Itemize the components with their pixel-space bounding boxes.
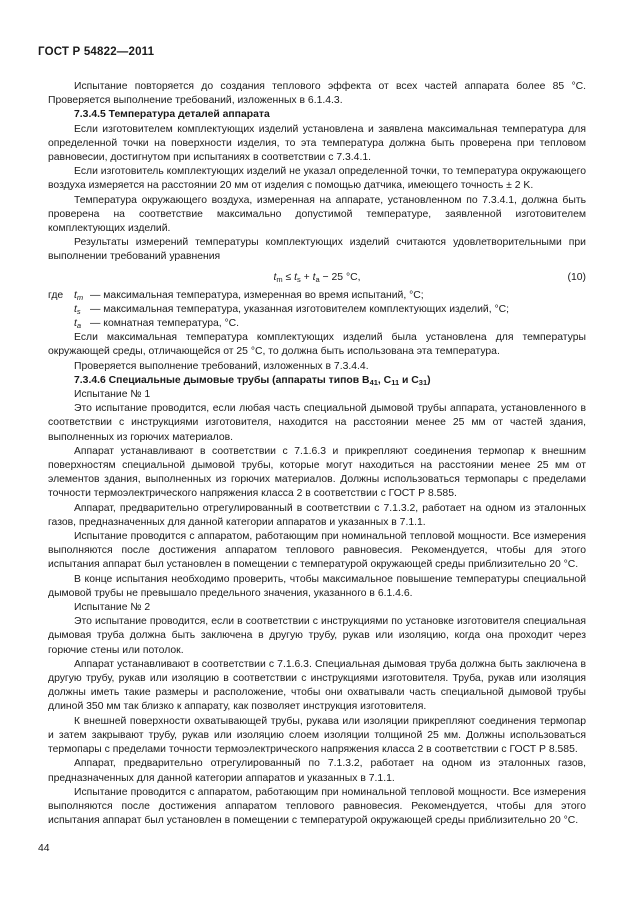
equation-text: $t_m \le t_s + t_a - 25$ °C, (273, 271, 361, 284)
paragraph: Это испытание проводится, если любая часть специальной дымовой трубы аппарата, установленного в соответствии с инструкциями изготовителя, находится на расстоянии менее 25 мм от частей здания, выполненных из горючих материалов. (48, 403, 586, 443)
test-label: Испытание № 1 (74, 389, 151, 401)
paragraph: Аппарат устанавливают в соответствии с 7.1.6.3 и прикрепляют соединения термопар к внешним поверхностям специальной дымовой трубы, которые могут находиться на расстоянии менее 25 мм от элементов здания, выполненных из горючих материалов. Должны использоваться термопары с пределами точности термоэлектрического напряжения класса 2 в соответствии с ГОСТ Р 8.585. (48, 445, 586, 500)
paragraph: Если изготовителем комплектующих изделий установлена и заявлена максимальная температура для определенной точки на поверхности изделия, то эта температура должна быть проверена при тепловом равновесии, достигнутом при испытаниях в соответствии с 7.3.4.1. (48, 123, 586, 164)
paragraph: Температура окружающего воздуха, измеренная на аппарате, установленном по 7.3.4.1, должна быть проверена на соответствие максимально допустимой температуре, заявленной изготовителем комплектующих изделий. (48, 194, 586, 235)
variable-description: — максимальная температура, измеренная во время испытаний, °C; (90, 289, 424, 301)
paragraph: В конце испытания необходимо проверить, чтобы максимальное повышение температуры специальной дымовой трубы не превышало предельного значения, указанного в 6.1.4.6. (48, 573, 586, 599)
section-heading-7-3-4-6: 7.3.4.6 Специальные дымовые трубы (аппараты типов $B_{41}$, $C_{11}$ и $C_{31}$) (74, 374, 431, 387)
variable-symbol: $t_a$ (74, 318, 82, 331)
page-number: 44 (38, 843, 50, 854)
section-heading-7-3-4-5: 7.3.4.5 Температура деталей аппарата (74, 109, 270, 121)
paragraph: Если максимальная температура комплектующих изделий была установлена для температуры окружающей среды, отличающейся от 25 °C, то должна быть использована эта температура. (48, 332, 586, 358)
paragraph: Аппарат устанавливают в соответствии с 7.1.6.3. Специальная дымовая труба должна быть заключена в другую трубу, рукав или изоляцию в соответствии с инструкциями изготовителя. Труба, рукав или изоляция должны иметь такие размеры и расположение, чтобы они охватывали часть специальной дымовой трубы длиной 350 мм так близко к аппарату, как позволяет инструкция изготовителя. (48, 658, 586, 713)
where-row (48, 303, 586, 317)
document-body (48, 80, 586, 828)
paragraph: Это испытание проводится, если в соответствии с инструкциями по установке изготовителя специальная дымовая труба должна быть заключена в другую трубу, рукав или изоляцию, когда она проходит через горючие стены или потолок. (48, 616, 586, 656)
variable-description: — комнатная температура, °C. (90, 318, 240, 330)
variable-symbol: $t_m$ (74, 289, 84, 302)
paragraph: Результаты измерений температуры комплектующих изделий считаются удовлетворительными при выполнении требований уравнения (48, 237, 586, 263)
equation-10 (48, 271, 586, 287)
test-label: Испытание № 2 (74, 602, 151, 614)
paragraph: Испытание проводится с аппаратом, работающим при номинальной тепловой мощности. Все измерения выполняются после достижения аппаратом теплового равновесия. Рекомендуется, чтобы для этого испытания аппарат был установлен в помещении с температурой окружающей среды приблизительно 20 °C. (48, 786, 586, 827)
where-row (48, 289, 586, 303)
document-header: ГОСТ Р 54822—2011 (38, 46, 155, 58)
paragraph: К внешней поверхности охватывающей трубы, рукава или изоляции прикрепляют соединения термопар и затем закрывают трубу, рукав или изоляцию слоем изоляции толщиной 25 мм. Должны использоваться термопары с пределами точности термоэлектрического напряжения класса 2 в соответствии с ГОСТ Р 8.585. (48, 715, 586, 756)
where-row (48, 317, 586, 331)
paragraph: Проверяется выполнение требований, изложенных в 7.3.4.4. (74, 360, 369, 372)
variable-symbol: $t_s$ (74, 303, 81, 316)
paragraph: Испытание повторяется до создания теплового эффекта от всех частей аппарата более 85 °C. Проверяется выполнение требований, изложенных в 6.1.4.3. (48, 81, 586, 107)
where-word: где (48, 289, 64, 301)
variable-description: — максимальная температура, указанная изготовителем комплектующих изделий, °C; (90, 303, 510, 315)
paragraph: Испытание проводится с аппаратом, работающим при номинальной тепловой мощности. Все измерения выполняются после достижения аппаратом теплового равновесия. Рекомендуется, чтобы для этого испытания аппарат был установлен в помещении с температурой окружающей среды приблизительно 20 °C. (48, 531, 586, 571)
equation-number: (10) (567, 271, 586, 283)
paragraph: Если изготовитель комплектующих изделий не указал определенной точки, то температура окружающего воздуха измеряется на расстоянии 20 мм от изделия с помощью датчика, имеющего точность ± 2 K. (48, 166, 586, 192)
paragraph: Аппарат, предварительно отрегулированный по 7.1.3.2, работает на одном из эталонных газов, предназначенных для данной категории аппаратов и указанных в 7.1.1. (48, 758, 586, 784)
paragraph: Аппарат, предварительно отрегулированный в соответствии с 7.1.3.2, работает на одном из эталонных газов, предназначенных для данной категории аппаратов и указанных в 7.1.1. (48, 502, 586, 528)
